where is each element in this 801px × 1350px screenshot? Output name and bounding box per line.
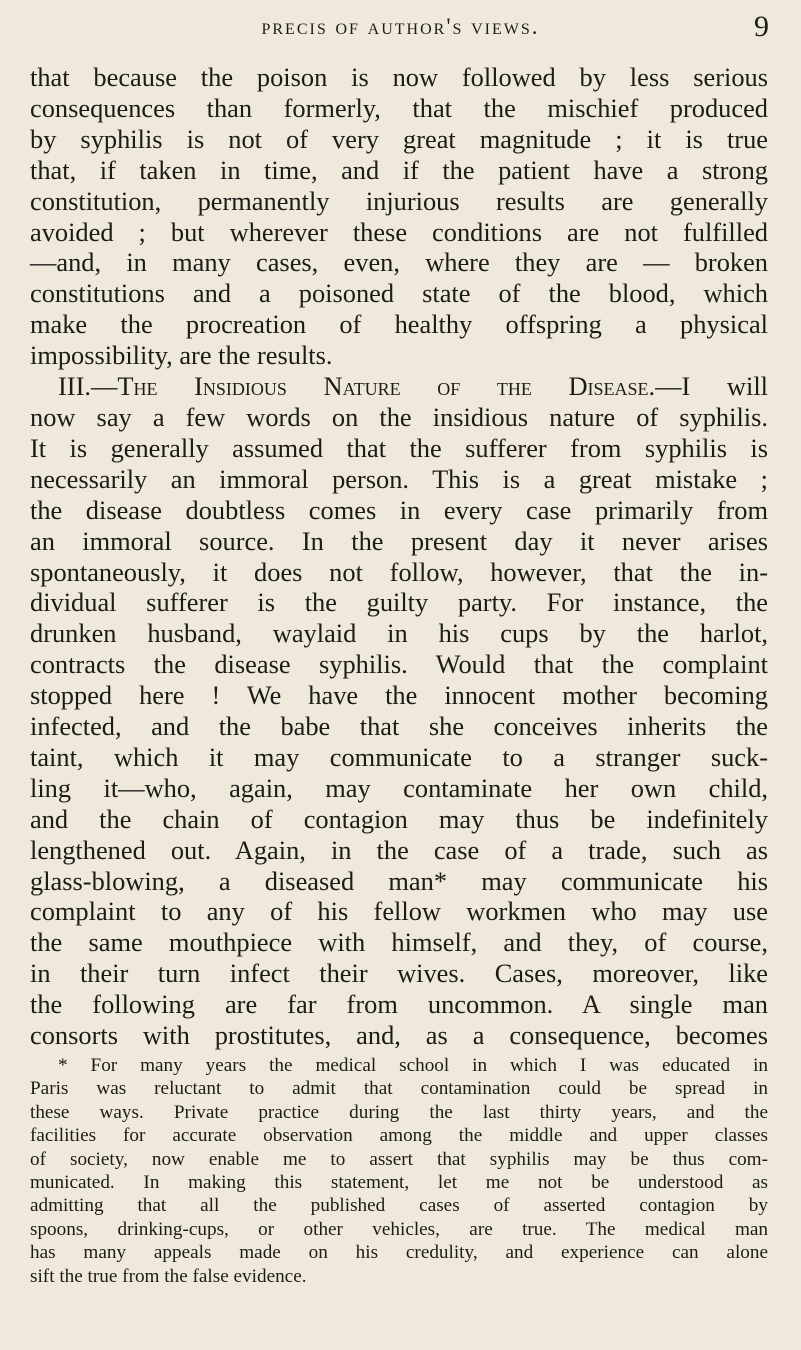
footnote-line: of society, now enable me to assert that syphilis may be thus com- <box>30 1148 768 1170</box>
text-line: necessarily an immoral person. This is a great mistake ; <box>30 463 768 494</box>
text-line: the disease doubtless comes in every case primarily from <box>30 494 768 525</box>
text-line: avoided ; but wherever these conditions are not fulfilled <box>30 216 768 247</box>
footnote-line: facilities for accurate observation among the middle and upper classes <box>30 1125 768 1147</box>
footnote-line: municated. In making this statement, let me not be understood as <box>30 1172 768 1194</box>
text-line: constitutions and a poisoned state of the blood, which <box>30 278 768 309</box>
text-line: the following are far from uncommon. A single man <box>30 989 768 1020</box>
text-line: an immoral source. In the present day it never arises <box>30 525 768 556</box>
footnote-line: these ways. Private practice during the last thirty years, and the <box>30 1101 768 1123</box>
footnote-line: admitting that all the published cases of asserted contagion by <box>30 1195 768 1217</box>
text-line: and the chain of contagion may thus be indefinitely <box>30 803 768 834</box>
text-line: lengthened out. Again, in the case of a trade, such as <box>30 834 768 865</box>
text-line: in their turn infect their wives. Cases, moreover, like <box>30 958 768 989</box>
footnote-line: sift the true from the false evidence. <box>30 1265 307 1287</box>
text-line: now say a few words on the insidious nature of syphilis. <box>30 401 768 432</box>
running-title: precis of author's views. <box>261 14 540 39</box>
text-line: by syphilis is not of very great magnitude ; it is true <box>30 123 768 154</box>
text-line: that, if taken in time, and if the patient have a strong <box>30 154 768 185</box>
text-line: constitution, permanently injurious results are generally <box>30 185 768 216</box>
text-line: dividual sufferer is the guilty party. For instance, the <box>30 587 768 618</box>
text-line: impossibility, are the results. <box>30 340 333 371</box>
footnote-line: Paris was reluctant to admit that contamination could be spread in <box>30 1078 768 1100</box>
footnote <box>30 1054 768 1288</box>
text-line: ling it—who, again, may contaminate her own child, <box>30 772 768 803</box>
footnote-line: has many appeals made on his credulity, and experience can alone <box>30 1242 768 1264</box>
page-number: 9 <box>754 10 769 43</box>
text-line: infected, and the babe that she conceives inherits the <box>30 711 768 742</box>
body-text <box>30 62 768 1051</box>
text-line: contracts the disease syphilis. Would that the complaint <box>30 649 768 680</box>
text-line: taint, which it may communicate to a stranger suck- <box>30 741 768 772</box>
text-line: consequences than formerly, that the mischief produced <box>30 92 768 123</box>
text-line: stopped here ! We have the innocent mother becoming <box>30 680 768 711</box>
text-line: the same mouthpiece with himself, and they, of course, <box>30 927 768 958</box>
section-first-line <box>30 371 768 402</box>
footnote-line: * For many years the medical school in which I was educated in <box>58 1055 768 1076</box>
text-line: make the procreation of healthy offspring a physical <box>30 309 768 340</box>
text-line: that because the poison is now followed by less serious <box>30 62 768 92</box>
running-head <box>0 10 801 48</box>
text-line: consorts with prostitutes, and, as a consequence, becomes <box>30 1020 768 1051</box>
section-first-line-text: —I will <box>655 371 768 402</box>
text-line: complaint to any of his fellow workmen who may use <box>30 896 768 927</box>
footnote-line: spoons, drinking-cups, or other vehicles, are true. The medical man <box>30 1218 768 1240</box>
text-line: spontaneously, it does not follow, however, that the in- <box>30 556 768 587</box>
text-line: —and, in many cases, even, where they are — broken <box>30 247 768 278</box>
text-line: It is generally assumed that the sufferer from syphilis is <box>30 432 768 463</box>
section-heading: III.—The Insidious Nature of the Disease. <box>58 371 656 402</box>
text-line: drunken husband, waylaid in his cups by the harlot, <box>30 618 768 649</box>
text-line: glass-blowing, a diseased man* may communicate his <box>30 865 768 896</box>
